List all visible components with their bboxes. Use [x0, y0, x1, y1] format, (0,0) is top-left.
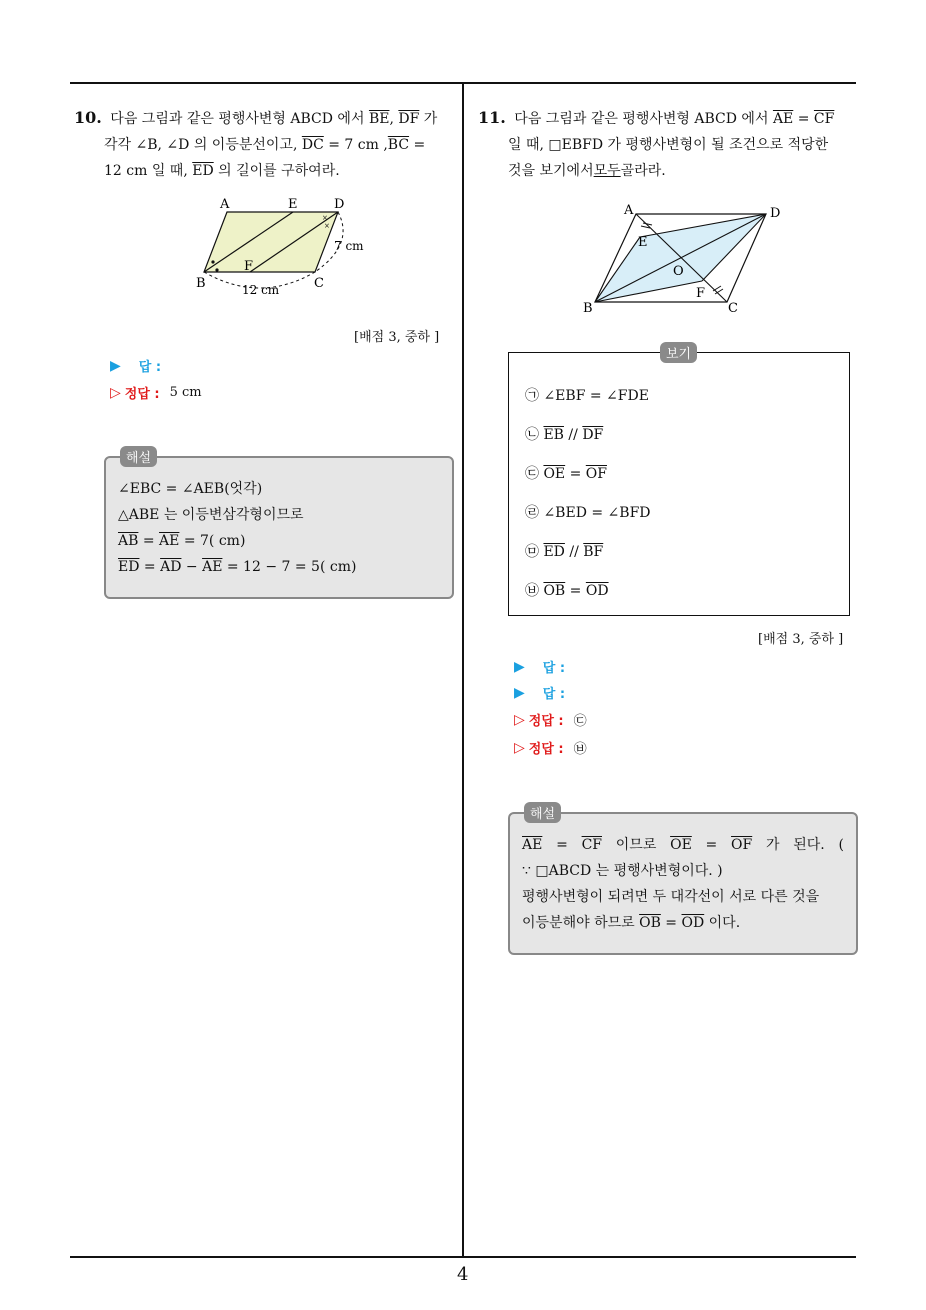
q11-score: [배점 3, 중하 ] [758, 632, 844, 647]
q11-line1: 11. 다음 그림과 같은 평행사변형 ABCD 에서 $\overline{AE} = \overline{CF}$ [478, 108, 835, 127]
q11-expl-line2: ∵ □ABCD 는 평행사변형이다. ) [522, 863, 723, 879]
q10-expl-line4: $\overline{ED} = \overline{AD} - \overline{AE} = 12 - 7 = 5$( cm) [118, 559, 357, 575]
q10-explanation [104, 456, 454, 599]
q10-correct-value: 5 cm [169, 385, 202, 400]
answer-triangle-icon: ▶ [514, 658, 525, 675]
fig11-label-a: A [624, 203, 634, 218]
q10-expl-line2: △ABE 는 이등변삼각형이므로 [118, 507, 304, 523]
bogi-item-1: ㉠ ∠EBF = ∠FDE [525, 388, 649, 404]
fig-label-bc: 12 cm [242, 283, 280, 297]
answer-triangle-icon: ▶ [514, 684, 525, 701]
q11-correct-value-2: ㉥ [573, 742, 587, 757]
seg-be: $\overline{BE}$ [368, 111, 390, 127]
fig-label-f: F [244, 259, 254, 274]
fig11-label-e: E [638, 235, 648, 250]
fig-label-c: C [314, 276, 324, 291]
svg-text:×: × [322, 214, 328, 222]
fig-label-b: B [196, 276, 206, 291]
seg-bc: $\overline{BC}$ [387, 137, 410, 153]
bogi-item-5: ㉤ $\overline{ED} // \overline{BF}$ [525, 544, 604, 560]
fig11-label-o: O [673, 264, 684, 279]
q11-explanation [508, 812, 858, 955]
bogi-tag: 보기 [660, 342, 697, 363]
q11-expl-line1: $\overline{AE} = \overline{CF}$ 이므로 $\overline{OE} = \overline{OF}$ 가 된다. ( [522, 837, 844, 853]
q11-correct-2: ▷ 정답 : ㉥ [514, 739, 587, 757]
fig11-label-d: D [770, 206, 781, 221]
correct-triangle-icon: ▷ [514, 739, 525, 756]
column-divider [462, 82, 464, 1258]
q11-question [478, 105, 860, 184]
q11-expl-line4: 이등분해야 하므로 $\overline{OB} = \overline{OD}$ 이다. [522, 915, 741, 931]
fig11-label-f: F [696, 286, 706, 301]
fig11-label-c: C [728, 301, 738, 316]
q11-line3: 것을 보기에서모두골라라. [508, 163, 666, 179]
fig-label-e: E [288, 197, 298, 212]
answer-triangle-icon: ▶ [110, 357, 121, 374]
q10-expl-line3: $\overline{AB} = \overline{AE} = 7$( cm) [118, 533, 246, 549]
svg-text:×: × [324, 222, 330, 230]
q11-answer-1: ▶ 답 : [514, 658, 566, 676]
q10-number: 10. [74, 108, 102, 127]
q10-parallelogram-figure [190, 192, 380, 302]
q10-line2: 각각 ∠B, ∠D 의 이등분선이고, $\overline{DC} = 7$ cm $,\overline{BC}$ = [104, 137, 426, 153]
seg-df: $\overline{DF}$ [398, 111, 420, 127]
bogi-item-3: ㉢ $\overline{OE} = \overline{OF}$ [525, 466, 607, 482]
q11-correct-value-1: ㉢ [573, 714, 587, 729]
seg-dc: $\overline{DC}$ [301, 137, 324, 153]
q10-answer [110, 356, 161, 375]
q10-expl-tag: 해설 [120, 446, 157, 467]
q11-line2: 일 때, □EBFD 가 평행사변형이 될 조건으로 적당한 [508, 137, 829, 153]
fig11-label-b: B [583, 301, 593, 316]
bogi-item-4: ㉣ ∠BED = ∠BFD [525, 505, 651, 521]
seg-ae: $\overline{AE}$ [772, 111, 794, 127]
fig-label-a: A [220, 197, 230, 212]
q10-correct-label: 정답 : [124, 387, 160, 402]
bogi-item-6: ㉥ $\overline{OB} = \overline{OD}$ [525, 583, 609, 599]
q11-correct-1: ▷ 정답 : ㉢ [514, 711, 587, 729]
correct-triangle-icon: ▷ [514, 711, 525, 728]
q11-number: 11. [478, 108, 506, 127]
fig-label-d: D [334, 197, 345, 212]
q10-correct [110, 383, 202, 402]
q10-score: [배점 3, 중하 ] [354, 330, 440, 345]
q10-question [74, 105, 456, 184]
q10-answer-label: 답 : [138, 360, 162, 375]
q11-answer-2: ▶ 답 : [514, 684, 566, 702]
bogi-item-2: ㉡ $\overline{EB} // \overline{DF}$ [525, 427, 604, 443]
fig-label-dc: 7 cm [334, 239, 364, 253]
q11-expl-tag: 해설 [524, 802, 561, 823]
correct-triangle-icon: ▷ [110, 384, 121, 401]
q11-expl-line3: 평행사변형이 되려면 두 대각선이 서로 다른 것을 [522, 889, 820, 905]
bogi-box [508, 352, 850, 616]
q10-expl-line1: ∠EBC = ∠AEB(엇각) [118, 481, 263, 497]
q10-line3: 12 cm 일 때, $\overline{ED}$ 의 길이를 구하여라. [104, 163, 340, 179]
seg-ed: $\overline{ED}$ [192, 163, 214, 179]
q10-line1: 10. 다음 그림과 같은 평행사변형 ABCD 에서 $\overline{BE}$, $\overline{DF}$ 가 [74, 108, 438, 127]
page-number: 4 [457, 1264, 469, 1285]
q11-parallelogram-figure [580, 198, 790, 318]
seg-cf: $\overline{CF}$ [813, 111, 835, 127]
